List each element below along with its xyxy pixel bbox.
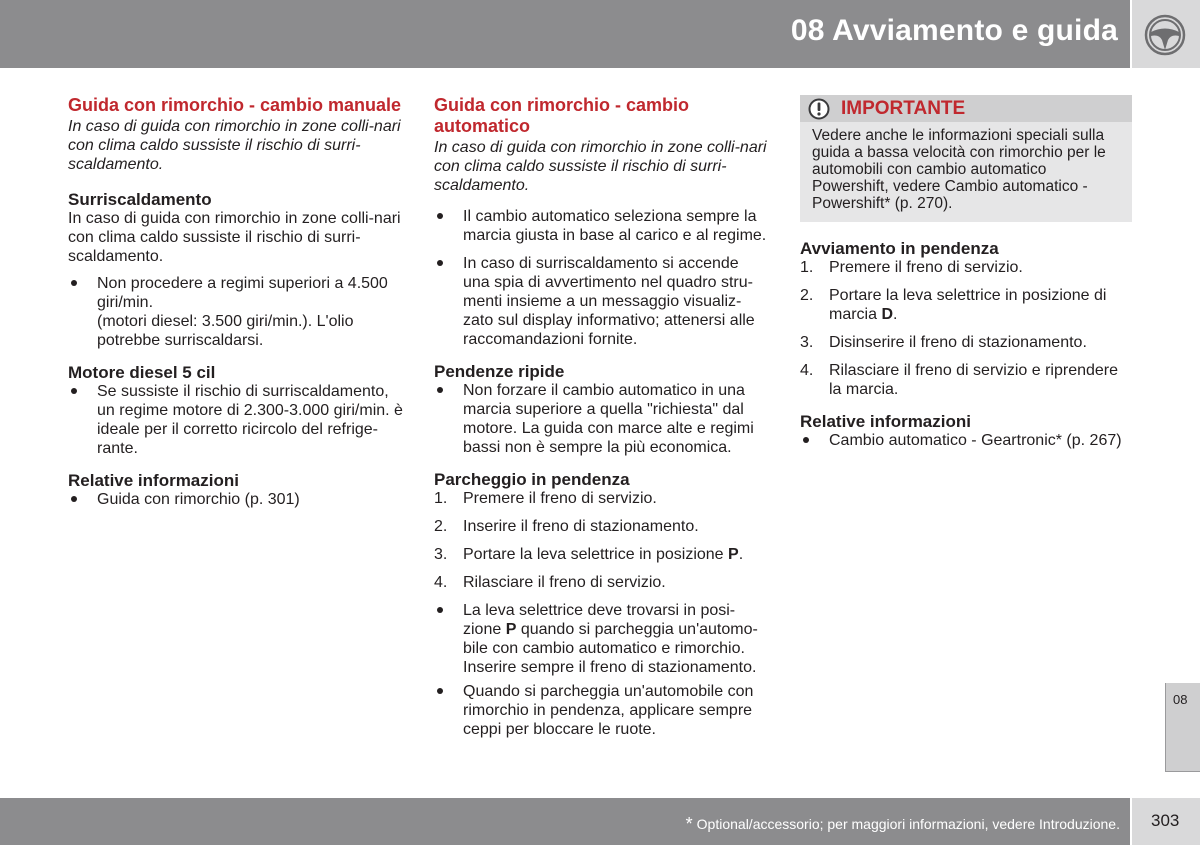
steering-wheel-icon: [1144, 14, 1186, 56]
list-item: [800, 258, 1132, 277]
parking-heading: Parcheggio in pendenza: [434, 470, 630, 489]
step-number: 3.: [434, 546, 448, 563]
uphill-heading: Avviamento in pendenza: [800, 239, 999, 258]
uphill-steps: [800, 258, 1132, 399]
step-text: Rilasciare il freno di servizio e riprendere la marcia.: [829, 362, 1119, 398]
chapter-side-tab[interactable]: [1165, 683, 1200, 772]
step-text-end: .: [893, 306, 898, 323]
list-item: [800, 333, 1132, 352]
step-text: Portare la leva selettrice in posizione: [463, 546, 729, 563]
chapter-header: [0, 0, 1130, 68]
important-label: IMPORTANTE: [841, 98, 966, 119]
step-number: 2.: [434, 518, 448, 535]
gear-p: P: [728, 546, 739, 563]
list-item: Se sussiste il rischio di surriscaldamento, un regime motore di 2.300-3.000 giri/min. è ideale per il corretto ricircolo del refrige-rante.: [68, 382, 403, 458]
column-manual-gearbox: [68, 95, 403, 509]
steep-list: [434, 381, 769, 457]
chapter-title: 08 Avviamento e guida: [790, 14, 1118, 47]
related-link[interactable]: Cambio automatico - Geartronic* (p. 267): [800, 431, 1132, 450]
overheat-bullet-text: Non procedere a regimi superiori a 4.500 giri/min.: [97, 275, 388, 311]
overheat-heading: Surriscaldamento: [68, 190, 212, 209]
step-text: Disinserire il freno di stazionamento.: [829, 334, 1087, 351]
parking-notes: [434, 601, 769, 739]
overheat-bullet-diesel: (motori diesel: 3.500 giri/min.). L'olio potrebbe surriscaldarsi.: [97, 313, 354, 349]
list-item: [68, 274, 403, 350]
step-number: 4.: [434, 574, 448, 591]
list-item: [800, 361, 1132, 399]
important-header: [800, 95, 1132, 122]
list-item: [434, 489, 769, 508]
list-item: [800, 286, 1132, 324]
warning-icon: [808, 98, 830, 120]
important-box: [800, 95, 1132, 222]
list-item: [434, 573, 769, 592]
list-item: Quando si parcheggia un'automobile con rimorchio in pendenza, applicare sempre ceppi per bloccare le ruote.: [434, 682, 769, 739]
list-item: In caso di surriscaldamento si accende una spia di avvertimento nel quadro stru-menti insieme a un messaggio visualiz-zato sul display informativo; attenersi alle raccomandazioni fornite.: [434, 254, 769, 349]
intro-text: In caso di guida con rimorchio in zone colli-nari con clima caldo sussiste il rischio di surri-scaldamento.: [68, 118, 401, 173]
important-text: Vedere anche le informazioni speciali sulla guida a bassa velocità con rimorchio per le automobili con cambio automatico Powershift, vedere Cambio automatico - Powershift* (p. 270).: [812, 127, 1106, 212]
list-item: Il cambio automatico seleziona sempre la marcia giusta in base al carico e al regime.: [434, 207, 769, 245]
automatic-list: [434, 207, 769, 349]
gear-d: D: [881, 306, 894, 323]
list-item: [434, 517, 769, 536]
page-number: 303: [1151, 811, 1180, 830]
list-item: Non forzare il cambio automatico in una marcia superiore a quella "richiesta" dal motore. La guida con marce alte e regimi bassi non è sempre la più economica.: [434, 381, 769, 457]
note-text: La leva selettrice deve trovarsi in posi-zione: [463, 602, 736, 638]
diesel-heading: Motore diesel 5 cil: [68, 363, 216, 382]
column-automatic-gearbox: [434, 95, 769, 739]
overheat-text: In caso di guida con rimorchio in zone colli-nari con clima caldo sussiste il rischio di surri-scaldamento.: [68, 210, 401, 265]
page-number-box: [1132, 798, 1200, 845]
step-number: 1.: [434, 490, 448, 507]
chapter-tab-label: 08: [1173, 692, 1188, 707]
gear-p: P: [505, 621, 517, 638]
chapter-icon-box: [1132, 0, 1200, 68]
intro-text: In caso di guida con rimorchio in zone colli-nari con clima caldo sussiste il rischio di surri-scaldamento.: [434, 139, 767, 194]
step-text: Rilasciare il freno di servizio.: [463, 574, 666, 591]
diesel-list: [68, 382, 403, 458]
column-important: [800, 95, 1132, 450]
step-text-end: .: [738, 546, 744, 563]
step-number: 4.: [800, 362, 814, 379]
list-item: [434, 601, 769, 677]
parking-steps: [434, 489, 769, 592]
step-text: Premere il freno di servizio.: [463, 490, 657, 507]
step-text: Portare la leva selettrice in posizione di marcia: [829, 287, 1107, 323]
step-text: Inserire il freno di stazionamento.: [463, 518, 699, 535]
related-link[interactable]: Guida con rimorchio (p. 301): [68, 490, 403, 509]
list-item: [434, 545, 769, 564]
section-title-manual: Guida con rimorchio - cambio manuale: [68, 95, 402, 115]
page-footer: [0, 798, 1130, 845]
footnote: [686, 814, 1120, 835]
asterisk: *: [685, 814, 693, 834]
step-text: Premere il freno di servizio.: [829, 259, 1023, 276]
steep-heading: Pendenze ripide: [434, 362, 565, 381]
overheat-list: [68, 274, 403, 350]
footnote-text: Optional/accessorio; per maggiori informazioni, vedere Introduzione.: [696, 816, 1120, 832]
related-list: [68, 490, 403, 509]
section-title-automatic: Guida con rimorchio - cambio automatico: [434, 95, 690, 136]
note-text-end: quando si parcheggia un'automo-bile con cambio automatico e rimorchio. Inserire sempre il freno di stazionamento.: [463, 621, 758, 676]
step-number: 2.: [800, 287, 814, 304]
step-number: 3.: [800, 334, 814, 351]
step-number: 1.: [800, 259, 814, 276]
related-heading: Relative informazioni: [68, 471, 239, 490]
related-heading: Relative informazioni: [800, 412, 971, 431]
related-list: [800, 431, 1132, 450]
